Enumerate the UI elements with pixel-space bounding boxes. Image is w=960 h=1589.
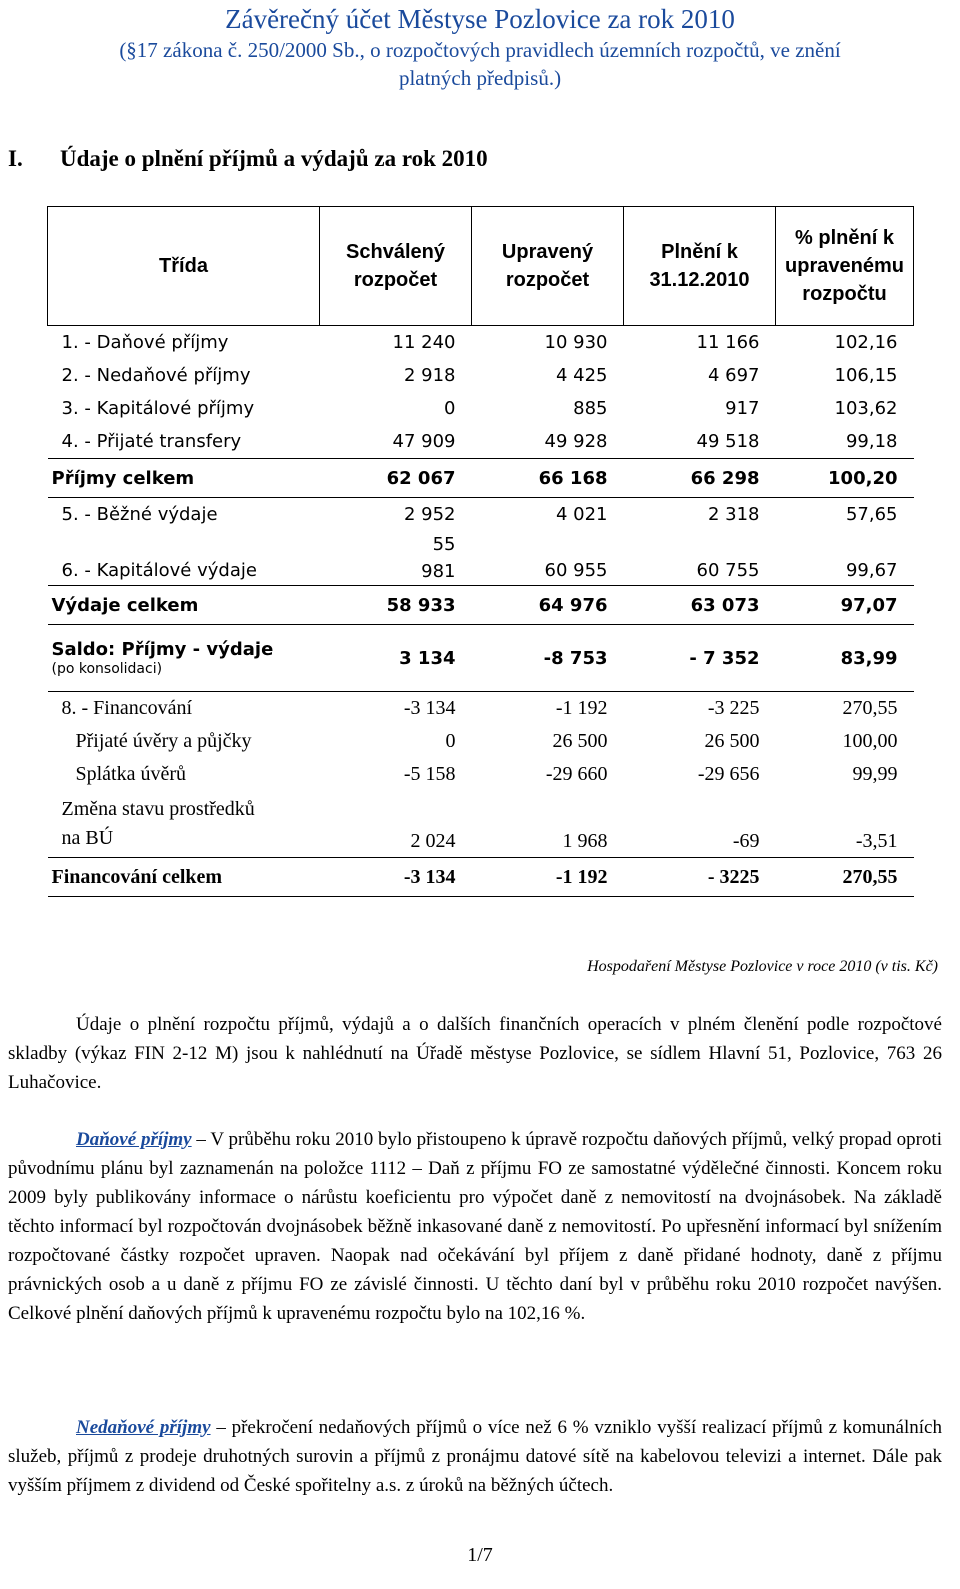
row-label: 2. - Nedaňové příjmy: [61, 365, 251, 386]
cell-schvaleny: 62 067: [320, 459, 472, 498]
paragraph-lead: Daňové příjmy: [76, 1129, 192, 1150]
cell-schvaleny: -3 134: [320, 858, 472, 897]
total-row-financovani: [48, 858, 914, 897]
cell-schvaleny: 3 134: [320, 625, 472, 692]
cell-schvaleny: 0: [444, 398, 456, 419]
row-label: 1. - Daňové příjmy: [61, 332, 229, 353]
cell-schvaleny: 58 933: [320, 586, 472, 625]
cell-plneni: 66 298: [624, 459, 776, 498]
row-label: Příjmy celkem: [48, 459, 320, 498]
row-label: 6. - Kapitálové výdaje: [61, 560, 257, 581]
row-label-line-1: Změna stavu prostředků: [61, 798, 255, 820]
cell-plneni: -3 225: [707, 697, 760, 719]
cell-upraveny: -29 660: [545, 763, 608, 785]
table-row: [48, 326, 914, 360]
budget-table: [47, 206, 914, 897]
row-label-line-2: na BÚ: [61, 827, 114, 849]
cell-schvaleny: -5 158: [403, 763, 456, 785]
cell-procento: 270,55: [842, 697, 898, 719]
cell-plneni: 917: [725, 398, 760, 419]
cell-upraveny: 64 976: [472, 586, 624, 625]
section-title: Údaje o plnění příjmů a výdajů za rok 2010: [60, 146, 488, 171]
cell-upraveny: -8 753: [472, 625, 624, 692]
table-row: [48, 392, 914, 425]
row-label: 4. - Přijaté transfery: [61, 431, 242, 452]
cell-plneni: - 7 352: [624, 625, 776, 692]
document-subtitle: [0, 36, 960, 92]
subtitle-line-1: (§17 zákona č. 250/2000 Sb., o rozpočtových pravidlech územních rozpočtů, ve znění: [119, 38, 841, 62]
cell-plneni: 60 755: [696, 560, 760, 581]
table-row: [48, 725, 914, 758]
zmena-label-cell: [48, 791, 320, 858]
column-header: % plnění k upravenému rozpočtu: [776, 207, 914, 326]
row-label: Přijaté úvěry a půjčky: [75, 730, 252, 752]
cell-schvaleny-part-2: 981: [421, 561, 456, 582]
saldo-label-cell: [48, 625, 320, 692]
table-row: [48, 531, 914, 586]
cell-upraveny: 66 168: [472, 459, 624, 498]
paragraph-danove-prijmy: [8, 1125, 942, 1328]
cell-plneni: 63 073: [624, 586, 776, 625]
paragraph-text: – překročení nedaňových příjmů o více než 6 % vzniklo vyšší realizací příjmů z komunálních služeb, příjmů z prodeje druhotných surovin a příjmů z pronájmu datové sítě na kabelovou televizi a internet. Dále pak vyšším příjmem z dividend od České spořitelny a.s. z úroků na běžných účtech.: [8, 1417, 942, 1496]
cell-procento: 100,20: [776, 459, 914, 498]
saldo-row: [48, 625, 914, 692]
cell-upraveny: 4 425: [555, 365, 608, 386]
total-row-vydaje: [48, 586, 914, 625]
cell-plneni: -69: [732, 830, 760, 852]
total-row-prijmy: [48, 459, 914, 498]
cell-procento: 106,15: [834, 365, 898, 386]
cell-plneni: 49 518: [696, 431, 760, 452]
cell-procento: 57,65: [845, 504, 898, 525]
cell-upraveny: -1 192: [472, 858, 624, 897]
row-label: 8. - Financování: [61, 697, 193, 719]
table-row: [48, 498, 914, 532]
column-header: Plnění k 31.12.2010: [624, 207, 776, 326]
cell-upraveny: 10 930: [544, 332, 608, 353]
table-row: [48, 359, 914, 392]
row-label: Financování celkem: [48, 858, 320, 897]
table-header-row: [48, 207, 914, 326]
cell-upraveny: -1 192: [555, 697, 608, 719]
cell-plneni: 4 697: [707, 365, 760, 386]
cell-schvaleny: 2 024: [410, 830, 456, 852]
paragraph-nedanove-prijmy: [8, 1413, 942, 1500]
paragraph-text: – V průběhu roku 2010 bylo přistoupeno k úpravě rozpočtu daňových příjmů, velký propad oproti původnímu plánu byl zaznamenán na položce 1112 – Daň z příjmu FO ze samostatné výdělečné činnosti. Koncem roku 2009 byly publikovány informace o nárůstu koeficientu pro výpočet daně z nemovitostí na dvojnásobek. Na základě těchto informací byl rozpočtován dvojnásobek běžně inkasované daně z nemovitostí. Po upřesnění informací byl snížením rozpočtované částky rozpočet upraven. Naopak nad očekávání byl příjem z daně přidané hodnoty, daně z příjmu právnických osob a u daně z příjmu FO ze závislé činnosti. U těchto daní byl v průběhu roku 2010 rozpočet navýšen. Celkové plnění daňových příjmů k upravenému rozpočtu bylo na 102,16 %.: [8, 1129, 942, 1324]
row-label: Splátka úvěrů: [75, 763, 187, 785]
cell-procento: 103,62: [834, 398, 898, 419]
cell-plneni: 11 166: [696, 332, 760, 353]
cell-procento: 99,18: [845, 431, 898, 452]
cell-schvaleny-part-1: 55: [432, 534, 456, 555]
cell-schvaleny: 47 909: [392, 431, 456, 452]
cell-upraveny: 4 021: [555, 504, 608, 525]
cell-procento: -3,51: [855, 830, 898, 852]
table-row: [48, 425, 914, 459]
table-row: [48, 758, 914, 791]
cell-procento: 99,99: [852, 763, 898, 785]
cell-procento: 102,16: [834, 332, 898, 353]
column-header: Upravený rozpočet: [472, 207, 624, 326]
subtitle-line-2: platných předpisů.): [398, 66, 562, 90]
row-label: Saldo: Příjmy - výdaje: [51, 639, 274, 660]
cell-procento: 270,55: [776, 858, 914, 897]
row-label: 5. - Běžné výdaje: [61, 504, 218, 525]
page-number: 1/7: [467, 1544, 493, 1566]
paragraph-info: [8, 1010, 942, 1097]
cell-schvaleny: 0: [445, 730, 456, 752]
cell-procento: 100,00: [842, 730, 898, 752]
paragraph-lead: Nedaňové příjmy: [76, 1417, 211, 1438]
cell-procento: 99,67: [845, 560, 898, 581]
cell-procento: 97,07: [776, 586, 914, 625]
row-note: (po konsolidaci): [51, 661, 163, 677]
cell-schvaleny: 2 952: [403, 504, 456, 525]
row-label: Výdaje celkem: [48, 586, 320, 625]
table-row: [48, 791, 914, 858]
cell-plneni: 2 318: [707, 504, 760, 525]
row-label: 3. - Kapitálové příjmy: [61, 398, 255, 419]
cell-upraveny: 60 955: [544, 560, 608, 581]
cell-upraveny: 1 968: [562, 830, 608, 852]
cell-schvaleny: -3 134: [403, 697, 456, 719]
document-title: Závěrečný účet Městyse Pozlovice za rok 2010: [225, 4, 735, 34]
cell-upraveny: 26 500: [552, 730, 608, 752]
section-number: I.: [8, 146, 23, 171]
column-header: Schválený rozpočet: [320, 207, 472, 326]
cell-plneni: -29 656: [697, 763, 760, 785]
cell-plneni: - 3225: [624, 858, 776, 897]
cell-schvaleny: [320, 531, 472, 586]
cell-plneni: 26 500: [704, 730, 760, 752]
cell-procento: 83,99: [776, 625, 914, 692]
column-header: Třída: [48, 207, 320, 326]
cell-schvaleny: 11 240: [392, 332, 456, 353]
paragraph-text: Údaje o plnění rozpočtu příjmů, výdajů a o dalších finančních operacích v plném členění podle rozpočtové skladby (výkaz FIN 2-12 M) jsou k nahlédnutí na Úřadě městyse Pozlovice, se sídlem Hlavní 51, Pozlovice, 763 26 Luhačovice.: [8, 1014, 942, 1093]
section-heading: [8, 146, 488, 172]
cell-upraveny: 49 928: [544, 431, 608, 452]
table-row: [48, 692, 914, 726]
cell-schvaleny: 2 918: [403, 365, 456, 386]
cell-upraveny: 885: [573, 398, 608, 419]
table-caption: Hospodaření Městyse Pozlovice v roce 2010 (v tis. Kč): [587, 958, 938, 975]
